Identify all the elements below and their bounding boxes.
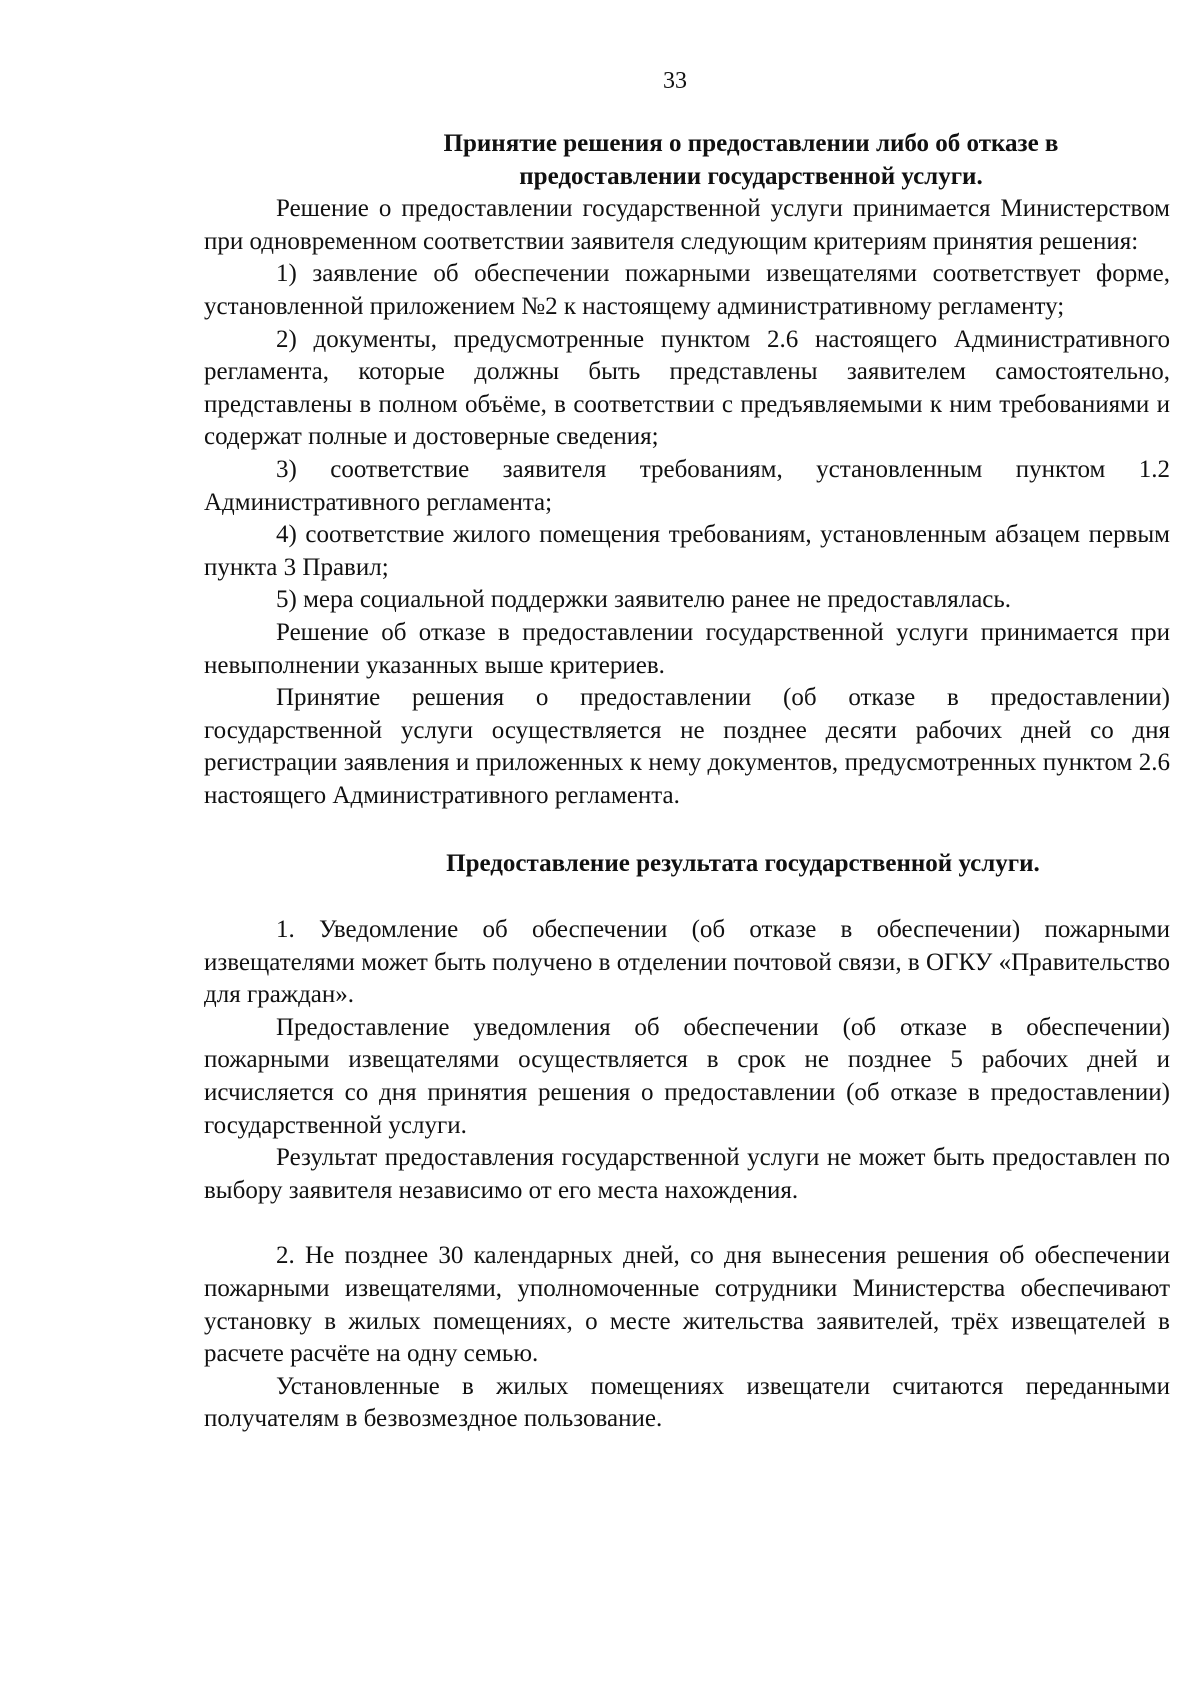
paragraph: Предоставление уведомления об обеспечении (об отказе в обеспечении) пожарными извещателями осуществляется в срок не позднее 5 рабочих дней и исчисляется со дня принятия решения о предоставлении (об отказе в предоставлении) государственной услуги. — [204, 1013, 1170, 1139]
paragraph: Решение о предоставлении государственной услуги принимается Министерством при одновременном соответствии заявителя следующим критериям принятия решения: — [204, 195, 1170, 255]
list-item: 2) документы, предусмотренные пунктом 2.6 настоящего Административного регламента, которые должны быть представлены заявителем самостоятельно, представлены в полном объёме, в соответствии с предъявляемыми к ним требованиями и содержат полные и достоверные сведения; — [204, 325, 1170, 451]
heading-line: предоставлении государственной услуги. — [519, 162, 983, 190]
list-item: 4) соответствие жилого помещения требованиям, установленным абзацем первым пункта 3 Правил; — [204, 521, 1170, 581]
list-item: 3) соответствие заявителя требованиям, установленным пунктом 1.2 Административного регламента; — [204, 455, 1170, 516]
paragraph: Результат предоставления государственной услуги не может быть предоставлен по выбору заявителя независимо от его места нахождения. — [204, 1144, 1170, 1204]
paragraph: Решение об отказе в предоставлении государственной услуги принимается при невыполнении указанных выше критериев. — [204, 618, 1170, 679]
paragraph: 1. Уведомление об обеспечении (об отказе в обеспечении) пожарными извещателями может быть получено в отделении почтовой связи, в ОГКУ «Правительство для граждан». — [204, 916, 1170, 1009]
paragraph: 2. Не позднее 30 календарных дней, со дня вынесения решения об обеспечении пожарными извещателями, уполномоченные сотрудники Министерства обеспечивают установку в жилых помещениях, о месте жительства заявителей, трёх извещателей в расчете расчёте на одну семью. — [204, 1242, 1170, 1368]
list-item: 5) мера социальной поддержки заявителю ранее не предоставлялась. — [276, 586, 1012, 614]
page-number: 33 — [663, 68, 687, 94]
heading-line: Принятие решения о предоставлении либо об отказе в — [443, 130, 1059, 157]
document-body — [204, 128, 1170, 1436]
section-heading-result: Предоставление результата государственной услуги. — [446, 850, 1040, 878]
section-heading-decision — [204, 128, 1170, 193]
paragraph: Принятие решения о предоставлении (об отказе в предоставлении) государственной услуги осуществляется не позднее десяти рабочих дней со дня регистрации заявления и приложенных к нему документов, предусмотренных пунктом 2.6 настоящего Административного регламента. — [204, 684, 1170, 809]
paragraph: Установленные в жилых помещениях извещатели считаются переданными получателям в безвозмездное пользование. — [204, 1372, 1170, 1433]
list-item: 1) заявление об обеспечении пожарными извещателями соответствует форме, установленной приложением №2 к настоящему административному регламенту; — [204, 260, 1170, 320]
